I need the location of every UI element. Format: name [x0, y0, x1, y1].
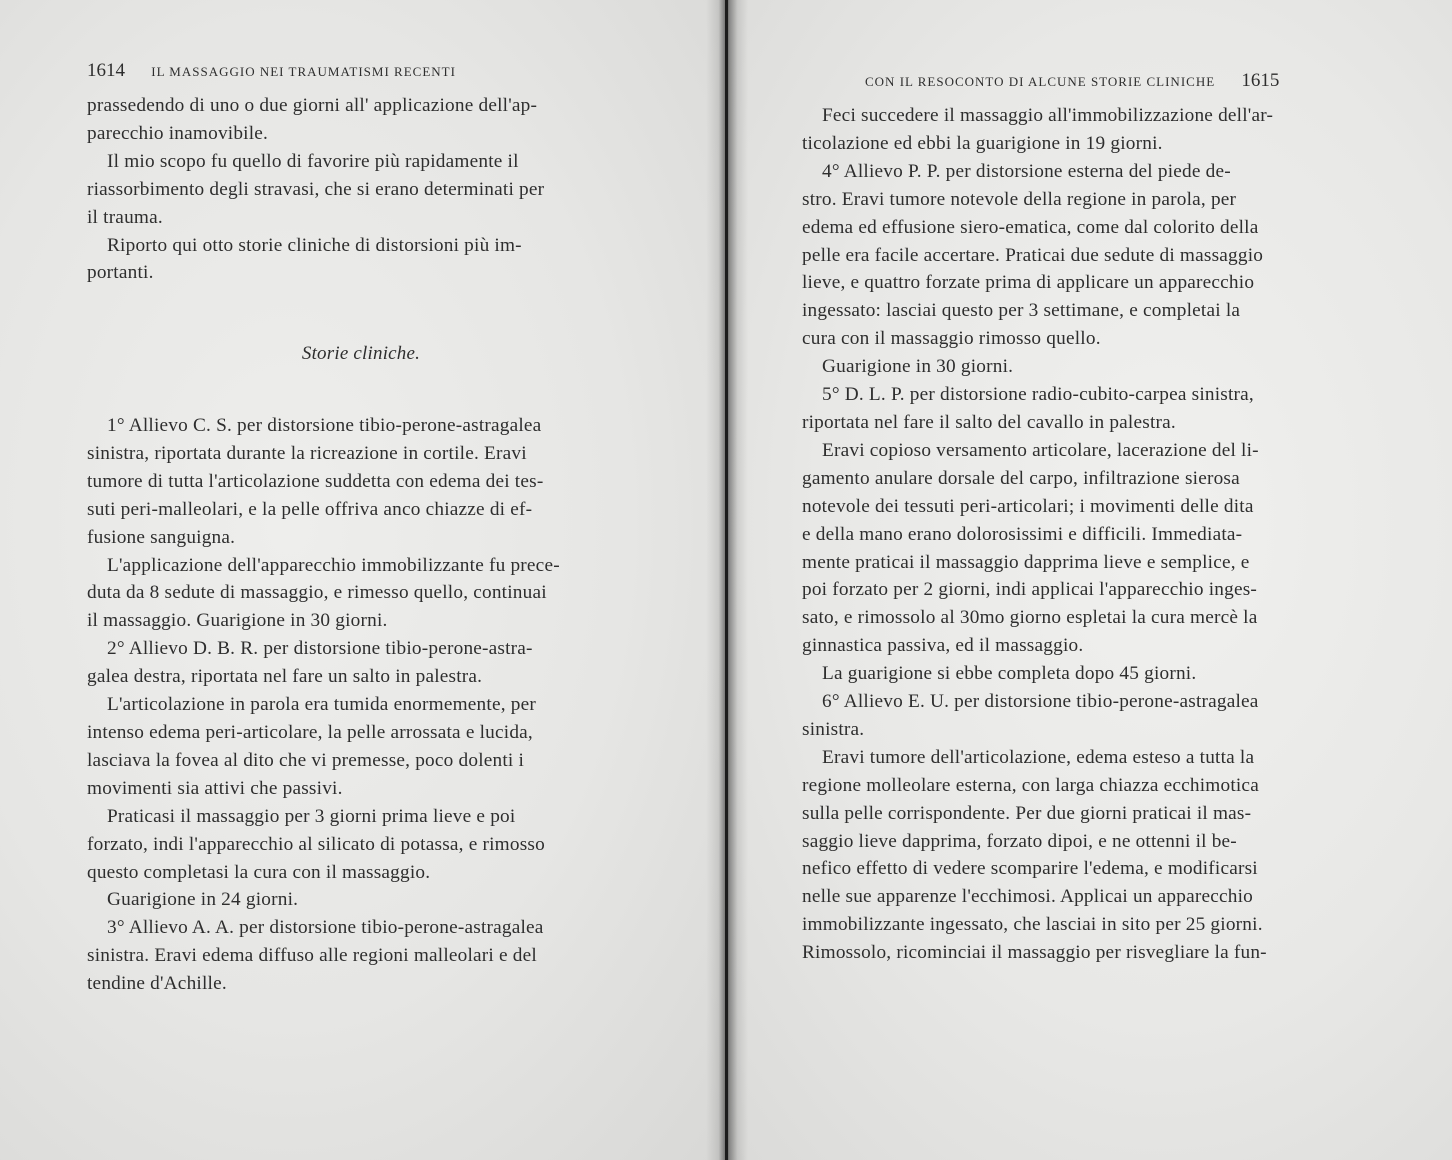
left-page-number: 1614 [87, 60, 125, 81]
right-running-head: CON IL RESOCONTO DI ALCUNE STORIE CLINICHE [865, 74, 1216, 89]
text-line: mente praticai il massaggio dapprima lieve e semplice, e [802, 551, 1250, 573]
text-line: prassedendo di uno o due giorni all' applicazione dell'ap- [87, 95, 538, 116]
text-line: galea destra, riportata nel fare un salto in palestra. [87, 666, 483, 688]
text-line: fusione sanguigna. [87, 526, 236, 548]
left-running-head: IL MASSAGGIO NEI TRAUMATISMI RECENTI [151, 64, 456, 79]
text-line: 3° Allievo A. A. per distorsione tibio-perone-astragalea [107, 917, 544, 939]
text-line: questo completasi la cura con il massaggio. [87, 861, 431, 883]
text-line: movimenti sia attivi che passivi. [87, 777, 343, 799]
text-line: cura con il massaggio rimosso quello. [802, 328, 1101, 350]
text-line: L'applicazione dell'apparecchio immobilizzante fu prece- [107, 554, 560, 576]
text-line: riassorbimento degli stravasi, che si erano determinati per [87, 178, 545, 200]
text-line: parecchio inamovibile. [87, 122, 269, 144]
text-line: e della mano erano dolorosissimi e difficili. Immediata- [802, 523, 1243, 545]
text-line: Riporto qui otto storie cliniche di distorsioni più im- [107, 234, 522, 256]
text-line: lieve, e quattro forzate prima di applicare un apparecchio [802, 272, 1255, 294]
left-intro-text [87, 92, 635, 287]
text-line: intenso edema peri-articolare, la pelle arrossata e lucida, [87, 721, 533, 743]
text-line: notevole dei tessuti peri-articolari; i movimenti delle dita [802, 495, 1254, 517]
text-line: lasciava la fovea al dito che vi premesse, poco dolenti i [87, 749, 525, 771]
left-page-header [87, 60, 456, 82]
text-line: il trauma. [87, 206, 163, 228]
text-line: 4° Allievo P. P. per distorsione esterna del piede de- [822, 160, 1231, 182]
section-heading-wrap [87, 340, 635, 368]
text-line: edema ed effusione siero-ematica, come dal colorito della [802, 216, 1259, 238]
text-line: stro. Eravi tumore notevole della regione in parola, per [802, 188, 1237, 210]
text-line: immobilizzante ingessato, che lasciai in sito per 25 giorni. [802, 914, 1263, 936]
section-title: Storie cliniche. [301, 343, 421, 364]
text-line: sinistra, riportata durante la ricreazione in cortile. Eravi [87, 442, 527, 464]
text-line: 5° D. L. P. per distorsione radio-cubito-carpea sinistra, [822, 384, 1254, 406]
text-line: riportata nel fare il salto del cavallo in palestra. [802, 411, 1176, 433]
text-line: nefico effetto di vedere scomparire l'edema, e modificarsi [802, 858, 1258, 880]
text-line: sato, e rimossolo al 30mo giorno espletai la cura mercè la [802, 607, 1258, 629]
text-line: duta da 8 sedute di massaggio, e rimesso quello, continuai [87, 582, 547, 604]
text-line: il massaggio. Guarigione in 30 giorni. [87, 610, 388, 632]
text-line: forzato, indi l'apparecchio al silicato di potassa, e rimosso [87, 833, 545, 855]
text-line: portanti. [87, 262, 154, 284]
text-line: Guarigione in 24 giorni. [107, 889, 299, 911]
text-line: poi forzato per 2 giorni, indi applicai l'apparecchio inges- [802, 579, 1258, 601]
text-line: pelle era facile accertare. Praticai due sedute di massaggio [802, 244, 1264, 266]
text-line: regione molleolare esterna, con larga chiazza ecchimotica [802, 774, 1259, 796]
text-line: sinistra. Eravi edema diffuso alle regioni malleolari e del [87, 945, 537, 967]
text-line: La guarigione si ebbe completa dopo 45 giorni. [822, 663, 1197, 685]
text-line: ticolazione ed ebbi la guarigione in 19 giorni. [802, 132, 1163, 154]
text-line: 2° Allievo D. B. R. per distorsione tibio-perone-astra- [107, 638, 533, 660]
text-line: ingessato: lasciai questo per 3 settimane, e completai la [802, 300, 1241, 322]
text-line: L'articolazione in parola era tumida enormemente, per [107, 694, 536, 716]
text-line: Feci succedere il massaggio all'immobilizzazione dell'ar- [822, 105, 1274, 126]
text-line: tumore di tutta l'articolazione suddetta con edema dei tes- [87, 470, 544, 492]
right-page-header [865, 70, 1279, 92]
text-line: Eravi tumore dell'articolazione, edema esteso a tutta la [822, 746, 1255, 768]
left-page [0, 0, 722, 1160]
text-line: suti peri-malleolari, e la pelle offriva anco chiazze di ef- [87, 498, 533, 520]
text-line: gamento anulare dorsale del carpo, infiltrazione sierosa [802, 467, 1240, 489]
book-spine-line [725, 0, 728, 1160]
text-line: tendine d'Achille. [87, 973, 227, 995]
text-line: Eravi copioso versamento articolare, lacerazione del li- [822, 439, 1259, 461]
right-page [722, 0, 1452, 1160]
text-line: Praticasi il massaggio per 3 giorni prima lieve e poi [107, 805, 516, 827]
text-line: Guarigione in 30 giorni. [822, 356, 1014, 378]
text-line: Rimossolo, ricominciai il massaggio per risvegliare la fun- [802, 942, 1267, 964]
text-line: 1° Allievo C. S. per distorsione tibio-perone-astragalea [107, 415, 542, 436]
text-line: sulla pelle corrispondente. Per due giorni praticai il mas- [802, 802, 1252, 824]
text-line: ginnastica passiva, ed il massaggio. [802, 635, 1084, 657]
text-line: Il mio scopo fu quello di favorire più rapidamente il [107, 150, 519, 172]
left-body-text [87, 412, 635, 998]
right-body-text [802, 102, 1358, 967]
text-line: 6° Allievo E. U. per distorsione tibio-perone-astragalea [822, 691, 1259, 713]
text-line: saggio lieve dapprima, forzato dipoi, e ne ottenni il be- [802, 830, 1237, 852]
text-line: nelle sue apparenze l'ecchimosi. Applicai un apparecchio [802, 886, 1253, 908]
right-page-number: 1615 [1241, 70, 1280, 91]
text-line: sinistra. [802, 718, 865, 740]
